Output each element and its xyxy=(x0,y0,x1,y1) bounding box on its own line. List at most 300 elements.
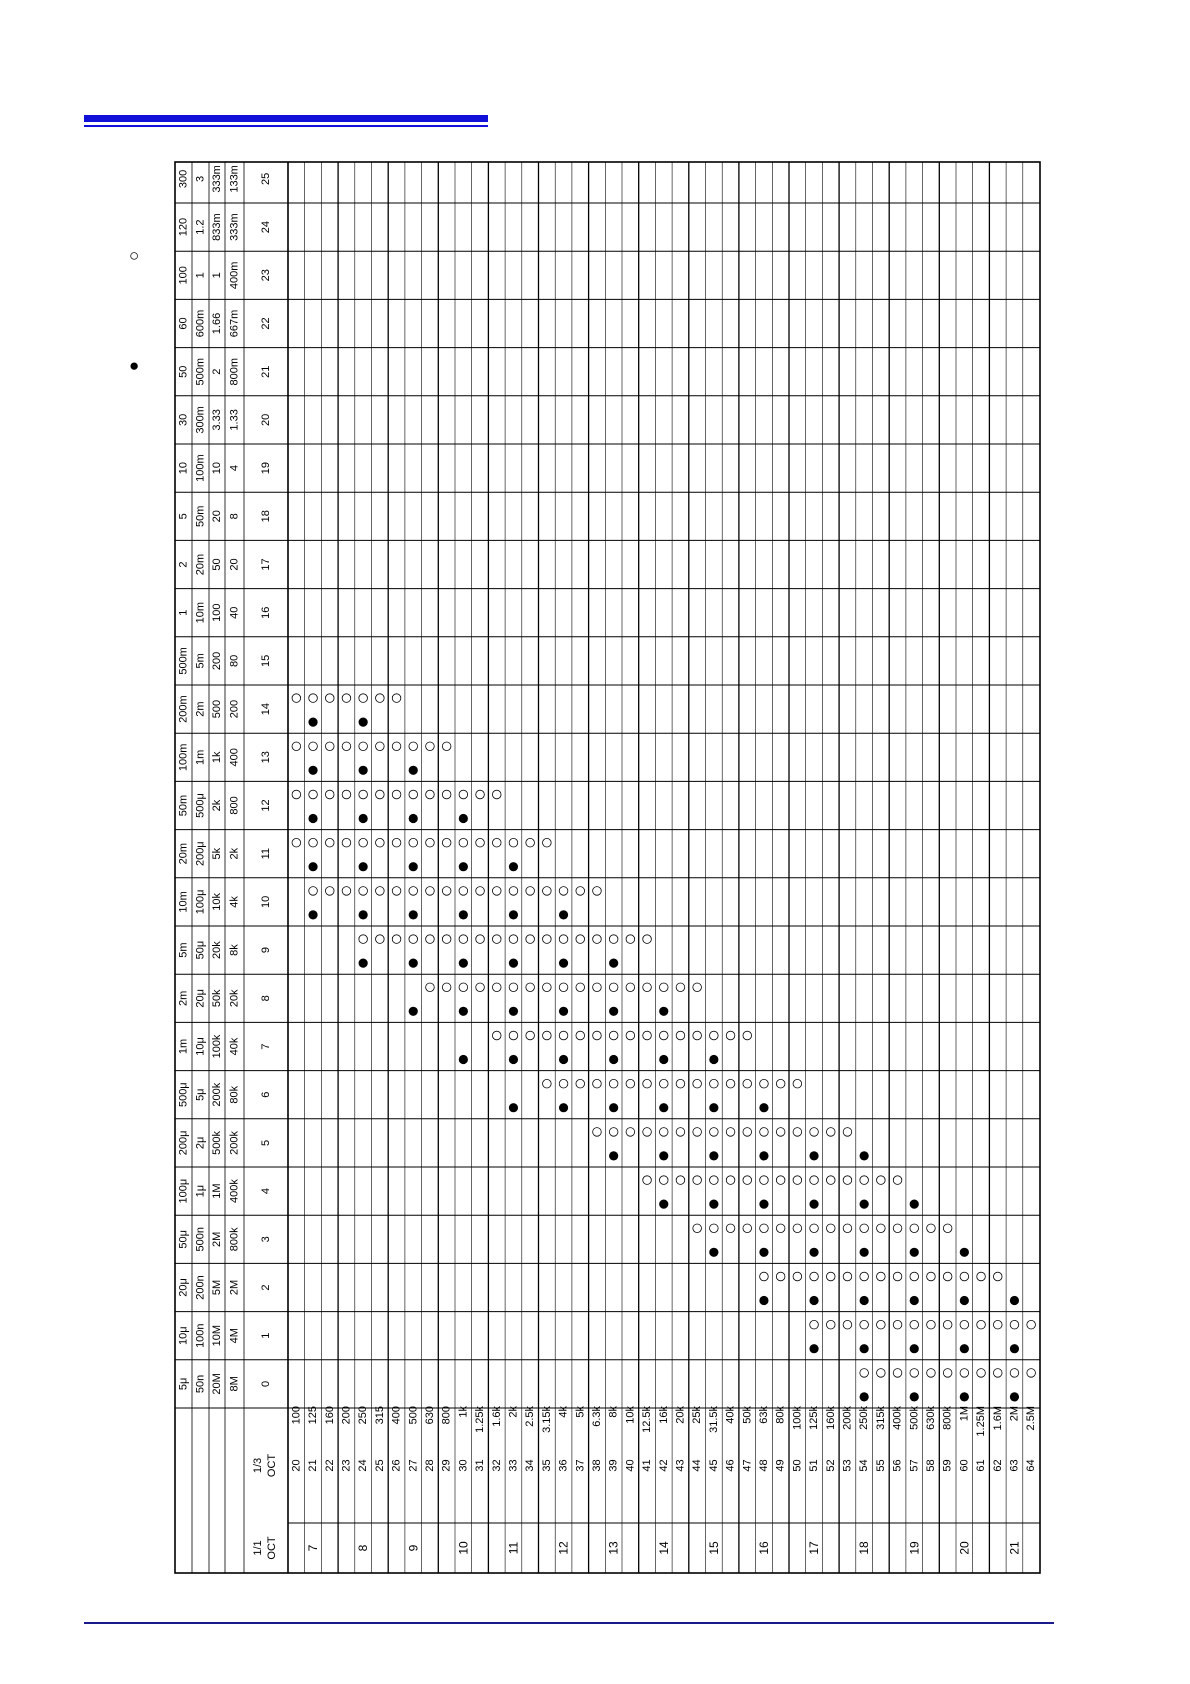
open-circle-icon xyxy=(325,790,334,799)
open-circle-icon xyxy=(810,1176,819,1185)
frequency-label: 10k xyxy=(624,1406,637,1424)
filled-circle-icon xyxy=(509,862,518,871)
third-octave-band-number: 51 xyxy=(808,1459,821,1472)
filled-circle-icon xyxy=(359,718,368,727)
range-number: 1 xyxy=(260,1332,272,1339)
filled-circle-icon xyxy=(359,814,368,823)
open-circle-icon xyxy=(359,935,368,944)
filled-circle-icon xyxy=(1010,1296,1019,1305)
range-number: 10 xyxy=(260,895,272,909)
header-value-row-4: 1.33 xyxy=(228,409,241,431)
open-circle-icon xyxy=(292,694,301,703)
frequency-label: 3.15k xyxy=(540,1406,553,1433)
open-circle-icon xyxy=(609,983,618,992)
open-circle-icon xyxy=(743,1176,752,1185)
header-value-row-1: 10m xyxy=(177,891,190,913)
header-value-row-1: 2m xyxy=(177,990,190,1006)
open-circle-icon xyxy=(760,1224,769,1233)
open-circle-icon xyxy=(409,887,418,896)
header-value-row-3: 50 xyxy=(211,558,223,571)
open-circle-icon xyxy=(877,1224,886,1233)
frequency-label: 125k xyxy=(808,1406,821,1430)
open-circle-icon xyxy=(676,1079,685,1088)
frequency-label: 1.25M xyxy=(975,1406,988,1437)
open-circle-icon xyxy=(793,1176,802,1185)
frequency-label: 250k xyxy=(858,1406,871,1430)
header-value-row-1: 5 xyxy=(177,513,190,520)
filled-circle-icon xyxy=(759,1151,768,1160)
filled-circle-icon xyxy=(409,1007,418,1016)
filled-circle-icon xyxy=(860,1151,869,1160)
open-circle-icon xyxy=(877,1369,886,1378)
header-value-row-4: 20k xyxy=(228,989,241,1008)
filled-circle-icon xyxy=(809,1344,818,1353)
octave-group-label: 8 xyxy=(356,1544,371,1552)
open-circle-icon xyxy=(593,983,602,992)
header-value-row-2: 1m xyxy=(194,749,207,765)
header-value-row-4: 20 xyxy=(228,558,241,571)
open-circle-icon xyxy=(977,1320,986,1329)
frequency-label: 100 xyxy=(290,1406,303,1425)
open-circle-icon xyxy=(626,1031,635,1040)
open-circle-icon xyxy=(559,935,568,944)
filled-circle-icon xyxy=(509,1055,518,1064)
open-circle-icon xyxy=(292,790,301,799)
range-number: 21 xyxy=(260,365,272,378)
header-value-row-3: 1M xyxy=(211,1183,223,1199)
header-value-row-3: 2k xyxy=(211,799,223,812)
open-circle-icon xyxy=(359,790,368,799)
header-value-row-1: 500μ xyxy=(177,1082,190,1108)
open-circle-icon xyxy=(793,1272,802,1281)
header-value-row-1: 2 xyxy=(177,561,190,568)
open-circle-icon xyxy=(576,1031,585,1040)
header-value-row-2: 5m xyxy=(194,653,207,669)
third-octave-band-number: 64 xyxy=(1025,1459,1038,1472)
open-circle-icon xyxy=(392,935,401,944)
open-circle-icon xyxy=(726,1079,735,1088)
header-value-row-4: 8k xyxy=(228,944,241,956)
filled-circle-icon xyxy=(860,1200,869,1209)
range-number: 22 xyxy=(260,317,272,330)
frequency-label: 31.5k xyxy=(707,1406,720,1433)
header-value-row-3: 3.33 xyxy=(211,409,223,431)
open-circle-icon xyxy=(376,694,385,703)
open-circle-icon xyxy=(659,1079,668,1088)
open-circle-icon xyxy=(676,1176,685,1185)
header-value-row-2: 1 xyxy=(194,272,207,279)
open-circle-icon xyxy=(543,935,552,944)
frequency-label: 1.6k xyxy=(490,1406,503,1427)
open-circle-icon xyxy=(476,838,485,847)
range-number: 6 xyxy=(260,1091,272,1098)
header-value-row-3: 1k xyxy=(211,751,223,764)
header-value-row-2: 50n xyxy=(194,1374,207,1394)
third-octave-band-number: 35 xyxy=(540,1459,553,1472)
filled-circle-icon xyxy=(609,1103,618,1112)
open-circle-icon xyxy=(325,694,334,703)
filled-circle-icon xyxy=(659,1055,668,1064)
header-value-row-3: 500 xyxy=(211,699,223,719)
open-circle-icon xyxy=(743,1079,752,1088)
third-octave-band-number: 39 xyxy=(607,1459,620,1472)
filled-circle-icon xyxy=(609,1007,618,1016)
frequency-label: 8k xyxy=(607,1406,620,1418)
header-value-row-3: 100 xyxy=(211,603,223,622)
open-circle-icon xyxy=(693,983,702,992)
legend-filled-circle-icon: ● xyxy=(129,356,140,375)
open-circle-icon xyxy=(492,887,501,896)
header-value-row-1: 500m xyxy=(177,647,190,675)
filled-circle-icon xyxy=(709,1200,718,1209)
filled-circle-icon xyxy=(759,1200,768,1209)
header-value-row-4: 80 xyxy=(228,654,241,668)
open-circle-icon xyxy=(643,1031,652,1040)
header-value-row-4: 133m xyxy=(228,165,241,193)
open-circle-icon xyxy=(426,935,435,944)
open-circle-icon xyxy=(492,983,501,992)
open-circle-icon xyxy=(509,887,518,896)
open-circle-icon xyxy=(459,935,468,944)
open-circle-icon xyxy=(943,1224,952,1233)
open-circle-icon xyxy=(309,742,318,751)
open-circle-icon xyxy=(626,1128,635,1137)
filled-circle-icon xyxy=(459,910,468,919)
third-octave-band-number: 55 xyxy=(874,1459,887,1472)
open-circle-icon xyxy=(559,1031,568,1040)
open-circle-icon xyxy=(927,1224,936,1233)
third-octave-band-number: 28 xyxy=(423,1459,436,1472)
third-octave-band-number: 48 xyxy=(757,1459,770,1472)
frequency-label: 16k xyxy=(657,1406,670,1424)
header-value-row-4: 800k xyxy=(228,1227,241,1252)
open-circle-icon xyxy=(325,838,334,847)
header-value-row-3: 100k xyxy=(211,1034,223,1059)
header-value-row-2: 100m xyxy=(194,454,207,482)
open-circle-icon xyxy=(309,838,318,847)
frequency-label: 80k xyxy=(774,1406,787,1424)
filled-circle-icon xyxy=(409,766,418,775)
open-circle-icon xyxy=(793,1224,802,1233)
open-circle-icon xyxy=(843,1128,852,1137)
frequency-label: 160k xyxy=(824,1406,837,1430)
open-circle-icon xyxy=(609,935,618,944)
header-value-row-1: 200μ xyxy=(177,1130,190,1156)
filled-circle-icon xyxy=(910,1200,919,1209)
third-octave-band-number: 47 xyxy=(741,1459,754,1472)
header-value-row-2: 50μ xyxy=(194,940,207,960)
open-circle-icon xyxy=(993,1320,1002,1329)
frequency-label: 2M xyxy=(1008,1406,1021,1422)
header-value-row-4: 4 xyxy=(228,465,241,472)
frequency-label: 250 xyxy=(357,1406,370,1425)
open-circle-icon xyxy=(576,887,585,896)
open-circle-icon xyxy=(893,1176,902,1185)
filled-circle-icon xyxy=(960,1344,969,1353)
open-circle-icon xyxy=(893,1369,902,1378)
open-circle-icon xyxy=(426,838,435,847)
third-octave-band-number: 59 xyxy=(941,1459,954,1472)
open-circle-icon xyxy=(509,983,518,992)
open-circle-icon xyxy=(342,887,351,896)
open-circle-icon xyxy=(826,1128,835,1137)
header-value-row-4: 333m xyxy=(228,213,241,241)
third-octave-band-number: 24 xyxy=(357,1459,370,1472)
filled-circle-icon xyxy=(1010,1344,1019,1353)
open-circle-icon xyxy=(760,1272,769,1281)
open-circle-icon xyxy=(710,1079,719,1088)
open-circle-icon xyxy=(726,1031,735,1040)
open-circle-icon xyxy=(543,1079,552,1088)
open-circle-icon xyxy=(877,1320,886,1329)
range-number: 19 xyxy=(260,461,272,475)
header-value-row-1: 5m xyxy=(177,942,190,958)
open-circle-icon xyxy=(693,1128,702,1137)
open-circle-icon xyxy=(693,1031,702,1040)
open-circle-icon xyxy=(509,838,518,847)
octave-group-label: 12 xyxy=(556,1541,571,1555)
frequency-label: 200k xyxy=(841,1406,854,1430)
header-value-row-3: 333m xyxy=(211,165,223,193)
open-circle-icon xyxy=(609,1128,618,1137)
frequency-label: 4k xyxy=(557,1406,570,1418)
open-circle-icon xyxy=(993,1369,1002,1378)
third-octave-band-number: 34 xyxy=(524,1459,537,1472)
third-octave-band-number: 23 xyxy=(340,1459,353,1472)
header-value-row-3: 20 xyxy=(211,510,223,523)
open-circle-icon xyxy=(442,935,451,944)
filled-circle-icon xyxy=(659,1007,668,1016)
open-circle-icon xyxy=(309,790,318,799)
open-circle-icon xyxy=(426,887,435,896)
filled-circle-icon xyxy=(609,1151,618,1160)
label-1-3-octave: OCT xyxy=(266,1453,278,1478)
header-value-row-4: 800 xyxy=(228,796,241,815)
open-circle-icon xyxy=(325,887,334,896)
filled-circle-icon xyxy=(759,1248,768,1257)
header-value-row-4: 667m xyxy=(228,309,241,338)
header-value-row-2: 300m xyxy=(194,406,207,434)
open-circle-icon xyxy=(860,1369,869,1378)
header-value-row-3: 20k xyxy=(211,941,223,959)
open-circle-icon xyxy=(626,983,635,992)
range-number: 5 xyxy=(260,1139,272,1146)
label-1-3-octave: 1/3 xyxy=(252,1457,264,1474)
filled-circle-icon xyxy=(509,1103,518,1112)
filled-circle-icon xyxy=(910,1344,919,1353)
frequency-label: 20k xyxy=(674,1406,687,1424)
header-value-row-3: 2M xyxy=(211,1231,223,1247)
header-value-row-1: 100μ xyxy=(177,1178,190,1204)
third-octave-band-number: 45 xyxy=(707,1459,720,1472)
open-circle-icon xyxy=(359,694,368,703)
open-circle-icon xyxy=(760,1128,769,1137)
open-circle-icon xyxy=(543,983,552,992)
third-octave-band-number: 32 xyxy=(490,1459,503,1472)
filled-circle-icon xyxy=(709,1151,718,1160)
third-octave-band-number: 57 xyxy=(908,1459,921,1472)
octave-group-label: 9 xyxy=(406,1544,421,1552)
third-octave-band-number: 33 xyxy=(507,1459,520,1472)
open-circle-icon xyxy=(643,1176,652,1185)
open-circle-icon xyxy=(643,983,652,992)
open-circle-icon xyxy=(993,1272,1002,1281)
open-circle-icon xyxy=(442,742,451,751)
header-value-row-2: 2m xyxy=(194,701,207,717)
header-value-row-4: 400m xyxy=(228,261,241,290)
open-circle-icon xyxy=(476,790,485,799)
open-circle-icon xyxy=(576,935,585,944)
octave-group-label: 13 xyxy=(606,1541,621,1555)
open-circle-icon xyxy=(392,790,401,799)
label-1-1-octave: 1/1 xyxy=(252,1540,264,1556)
open-circle-icon xyxy=(793,1128,802,1137)
frequency-label: 125 xyxy=(307,1406,320,1425)
header-value-row-2: 20m xyxy=(194,553,207,576)
third-octave-band-number: 56 xyxy=(891,1459,904,1472)
header-value-row-2: 1μ xyxy=(194,1184,207,1198)
open-circle-icon xyxy=(893,1272,902,1281)
third-octave-band-number: 52 xyxy=(824,1459,837,1472)
third-octave-band-number: 25 xyxy=(373,1459,386,1472)
open-circle-icon xyxy=(927,1369,936,1378)
open-circle-icon xyxy=(593,887,602,896)
open-circle-icon xyxy=(943,1369,952,1378)
frequency-label: 2.5M xyxy=(1025,1406,1038,1431)
frequency-label: 315 xyxy=(373,1406,386,1425)
filled-circle-icon xyxy=(659,1103,668,1112)
open-circle-icon xyxy=(476,887,485,896)
open-circle-icon xyxy=(392,694,401,703)
open-circle-icon xyxy=(426,983,435,992)
range-number: 23 xyxy=(260,269,272,282)
filled-circle-icon xyxy=(509,959,518,968)
open-circle-icon xyxy=(710,1224,719,1233)
filled-circle-icon xyxy=(308,910,317,919)
third-octave-band-number: 54 xyxy=(858,1459,871,1472)
third-octave-band-number: 49 xyxy=(774,1459,787,1472)
open-circle-icon xyxy=(960,1272,969,1281)
open-circle-icon xyxy=(910,1224,919,1233)
open-circle-icon xyxy=(977,1272,986,1281)
open-circle-icon xyxy=(1027,1369,1036,1378)
third-octave-band-number: 43 xyxy=(674,1459,687,1472)
header-value-row-3: 200k xyxy=(211,1082,223,1107)
filled-circle-icon xyxy=(559,1055,568,1064)
header-value-row-1: 20μ xyxy=(177,1278,190,1297)
filled-circle-icon xyxy=(459,862,468,871)
footer-rule xyxy=(84,1622,1054,1624)
third-octave-band-number: 37 xyxy=(574,1459,587,1472)
open-circle-icon xyxy=(609,1031,618,1040)
header-value-row-1: 1m xyxy=(177,1038,190,1055)
range-number: 20 xyxy=(260,413,272,427)
open-circle-icon xyxy=(776,1224,785,1233)
header-value-row-3: 1.66 xyxy=(211,312,223,335)
header-value-row-4: 4M xyxy=(228,1328,241,1344)
open-circle-icon xyxy=(442,790,451,799)
octave-group-label: 15 xyxy=(706,1541,721,1555)
open-circle-icon xyxy=(576,983,585,992)
frequency-label: 50k xyxy=(741,1406,754,1424)
header-value-row-4: 40k xyxy=(228,1037,241,1056)
open-circle-icon xyxy=(576,1079,585,1088)
open-circle-icon xyxy=(526,935,535,944)
third-octave-band-number: 42 xyxy=(657,1459,670,1472)
header-value-row-2: 200μ xyxy=(194,841,207,867)
open-circle-icon xyxy=(492,838,501,847)
open-circle-icon xyxy=(442,887,451,896)
open-circle-icon xyxy=(676,983,685,992)
header-value-row-2: 5μ xyxy=(194,1088,207,1101)
open-circle-icon xyxy=(593,935,602,944)
filled-circle-icon xyxy=(459,1055,468,1064)
header-value-row-2: 50m xyxy=(194,505,207,528)
label-1-1-octave: OCT xyxy=(266,1536,278,1560)
open-circle-icon xyxy=(342,790,351,799)
open-circle-icon xyxy=(776,1128,785,1137)
filled-circle-icon xyxy=(860,1248,869,1257)
open-circle-icon xyxy=(442,983,451,992)
frequency-label: 63k xyxy=(757,1406,770,1424)
filled-circle-icon xyxy=(308,862,317,871)
open-circle-icon xyxy=(509,1031,518,1040)
open-circle-icon xyxy=(710,1031,719,1040)
frequency-label: 160 xyxy=(323,1406,336,1425)
open-circle-icon xyxy=(910,1272,919,1281)
range-number: 8 xyxy=(260,995,272,1002)
filled-circle-icon xyxy=(359,959,368,968)
frequency-label: 40k xyxy=(724,1406,737,1424)
open-circle-icon xyxy=(342,742,351,751)
open-circle-icon xyxy=(476,983,485,992)
open-circle-icon xyxy=(559,887,568,896)
frequency-label: 630 xyxy=(423,1406,436,1425)
open-circle-icon xyxy=(910,1369,919,1378)
frequency-label: 400k xyxy=(891,1406,904,1430)
third-octave-band-number: 20 xyxy=(290,1459,303,1472)
open-circle-icon xyxy=(676,1128,685,1137)
open-circle-icon xyxy=(593,1079,602,1088)
open-circle-icon xyxy=(726,1224,735,1233)
open-circle-icon xyxy=(492,790,501,799)
filled-circle-icon xyxy=(809,1296,818,1305)
open-circle-icon xyxy=(843,1320,852,1329)
filled-circle-icon xyxy=(359,910,368,919)
filled-circle-icon xyxy=(409,910,418,919)
header-value-row-2: 200n xyxy=(194,1275,207,1300)
range-number: 14 xyxy=(260,702,272,716)
open-circle-icon xyxy=(643,1079,652,1088)
range-number: 4 xyxy=(260,1188,272,1195)
filled-circle-icon xyxy=(559,1103,568,1112)
frequency-label: 1k xyxy=(457,1406,470,1418)
open-circle-icon xyxy=(359,887,368,896)
open-circle-icon xyxy=(877,1272,886,1281)
header-value-row-4: 8 xyxy=(228,513,241,520)
frequency-label: 800 xyxy=(440,1406,453,1425)
third-octave-band-number: 36 xyxy=(557,1459,570,1472)
open-circle-icon xyxy=(1010,1369,1019,1378)
range-number: 13 xyxy=(260,751,272,764)
third-octave-band-number: 21 xyxy=(307,1459,320,1472)
open-circle-icon xyxy=(526,838,535,847)
open-circle-icon xyxy=(543,887,552,896)
filled-circle-icon xyxy=(459,814,468,823)
open-circle-icon xyxy=(459,790,468,799)
range-number: 24 xyxy=(260,220,272,234)
open-circle-icon xyxy=(793,1079,802,1088)
